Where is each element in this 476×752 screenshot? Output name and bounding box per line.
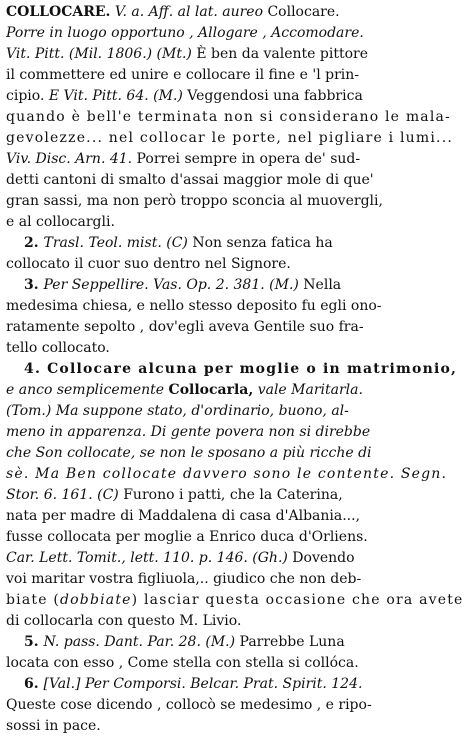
italic-text: Porre in luogo opportuno , Allogare , Accomodare. bbox=[6, 25, 364, 41]
entry-line bbox=[6, 506, 468, 527]
bold-text: 3. bbox=[24, 277, 44, 293]
line-text: e al collocargli. bbox=[6, 214, 115, 230]
dictionary-entry bbox=[6, 2, 468, 737]
entry-line bbox=[6, 590, 468, 611]
line-text: locata con esso , Come stella con stella si collóca. bbox=[6, 655, 359, 671]
entry-line bbox=[6, 695, 468, 716]
entry-line bbox=[6, 107, 468, 128]
line-text: Queste cose dicendo , collocò se medesimo , e ripo- bbox=[6, 697, 372, 713]
italic-text: Car. Lett. Tomit., lett. 110. p. 146. (Gh.) bbox=[6, 550, 288, 566]
entry-line bbox=[6, 653, 468, 674]
entry-line bbox=[6, 233, 468, 254]
entry-text bbox=[6, 2, 468, 737]
entry-line bbox=[6, 149, 468, 170]
italic-text: Stor. 6. 161. (C) bbox=[6, 487, 119, 503]
italic-text: Viv. Disc. Arn. 41. bbox=[6, 151, 133, 167]
line-text: detti cantoni di smalto d'assai maggior mole di que' bbox=[6, 172, 374, 188]
line-text: il commettere ed unire e collocare il fine e 'l prin- bbox=[6, 67, 360, 83]
entry-line bbox=[6, 275, 468, 296]
bold-text: 6. bbox=[24, 676, 44, 692]
italic-text: N. pass. Dant. Par. 28. (M.) bbox=[43, 634, 236, 650]
line-text: È ben da valente pittore bbox=[191, 46, 368, 62]
line-text: Parrebbe Luna bbox=[235, 634, 345, 650]
line-text: Porrei sempre in opera de' sud- bbox=[132, 151, 361, 167]
entry-line bbox=[6, 527, 468, 548]
line-text: Collocare. bbox=[263, 4, 340, 20]
italic-text: [Val.] Per Comporsi. Belcar. Prat. Spirit. 124. bbox=[43, 676, 363, 692]
line-text: Nella bbox=[298, 277, 342, 293]
italic-text: Per Seppellire. Vas. Op. 2. 381. (M.) bbox=[43, 277, 299, 293]
entry-line bbox=[6, 380, 468, 401]
entry-line bbox=[6, 674, 468, 695]
line-text: sossi in pace. bbox=[6, 718, 101, 734]
italic-text: E Vit. Pitt. 64. (M.) bbox=[48, 88, 183, 104]
entry-line bbox=[6, 254, 468, 275]
line-text: medesima chiesa, e nello stesso deposito fu egli ono- bbox=[6, 298, 382, 314]
entry-line bbox=[6, 443, 468, 464]
line-text: ) lasciar questa occasione che ora avete bbox=[131, 592, 464, 608]
entry-line bbox=[6, 422, 468, 443]
entry-line bbox=[6, 65, 468, 86]
entry-line bbox=[6, 212, 468, 233]
line-text: Dovendo bbox=[287, 550, 355, 566]
entry-line bbox=[6, 338, 468, 359]
italic-text: (Tom.) Ma suppone stato, d'ordinario, buono, al- bbox=[6, 403, 349, 419]
line-text: Veggendosi una fabbrica bbox=[182, 88, 363, 104]
bold-text: Collocarla, bbox=[168, 382, 254, 398]
line-text: Non senza fatica ha bbox=[187, 235, 333, 251]
entry-line bbox=[6, 191, 468, 212]
italic-text: che Son collocate, se non le sposano a più ricche di bbox=[6, 445, 372, 461]
entry-line bbox=[6, 128, 468, 149]
line-text: nata per madre di Maddalena di casa d'Albania..., bbox=[6, 508, 361, 524]
entry-line bbox=[6, 548, 468, 569]
line-text: voi maritar vostra figliuola,.. giudico che non deb- bbox=[6, 571, 362, 587]
bold-text: 5. bbox=[24, 634, 44, 650]
bold-text: COLLOCARE. bbox=[6, 4, 111, 20]
italic-text: dobbiate bbox=[60, 592, 132, 608]
entry-line bbox=[6, 23, 468, 44]
line-text: ratamente sepolto , dov'egli aveva Gentile suo fra- bbox=[6, 319, 364, 335]
line-text: gevolezze... nel collocar le porte, nel pigliare i lumi... bbox=[6, 130, 453, 146]
bold-text: 2. bbox=[24, 235, 44, 251]
italic-text: meno in apparenza. Di gente povera non si direbbe bbox=[6, 424, 371, 440]
entry-line bbox=[6, 569, 468, 590]
entry-line bbox=[6, 2, 468, 23]
line-text: di collocarla con questo M. Livio. bbox=[6, 613, 242, 629]
line-text: fusse collocata per moglie a Enrico duca d'Orliens. bbox=[6, 529, 368, 545]
entry-line bbox=[6, 716, 468, 737]
entry-line bbox=[6, 296, 468, 317]
entry-line bbox=[6, 359, 468, 380]
line-text: quando è bell'e terminata non si considerano le mala- bbox=[6, 109, 451, 125]
entry-line bbox=[6, 464, 468, 485]
entry-line bbox=[6, 485, 468, 506]
entry-line bbox=[6, 611, 468, 632]
italic-text: vale Maritarla. bbox=[253, 382, 363, 398]
line-text: collocato il cuor suo dentro nel Signore. bbox=[6, 256, 291, 272]
entry-line bbox=[6, 44, 468, 65]
bold-text: 4. Collocare alcuna per moglie o in matrimonio, bbox=[24, 361, 458, 377]
line-text: Furono i patti, che la Caterina, bbox=[118, 487, 343, 503]
italic-text: V. a. Aff. al lat. aureo bbox=[110, 4, 263, 20]
italic-text: Trasl. Teol. mist. (C) bbox=[43, 235, 188, 251]
entry-line bbox=[6, 170, 468, 191]
entry-line bbox=[6, 632, 468, 653]
entry-line bbox=[6, 86, 468, 107]
line-text: tello collocato. bbox=[6, 340, 110, 356]
italic-text: sè. Ma Ben collocate davvero sono le contente. Segn. bbox=[6, 466, 448, 482]
line-text: gran sassi, ma non però troppo sconcia al muovergli, bbox=[6, 193, 383, 209]
entry-line bbox=[6, 317, 468, 338]
line-text: biate ( bbox=[6, 592, 61, 608]
line-text: cipio. bbox=[6, 88, 49, 104]
italic-text: Vit. Pitt. (Mil. 1806.) (Mt.) bbox=[6, 46, 192, 62]
entry-line bbox=[6, 401, 468, 422]
italic-text: e anco semplicemente bbox=[6, 382, 169, 398]
